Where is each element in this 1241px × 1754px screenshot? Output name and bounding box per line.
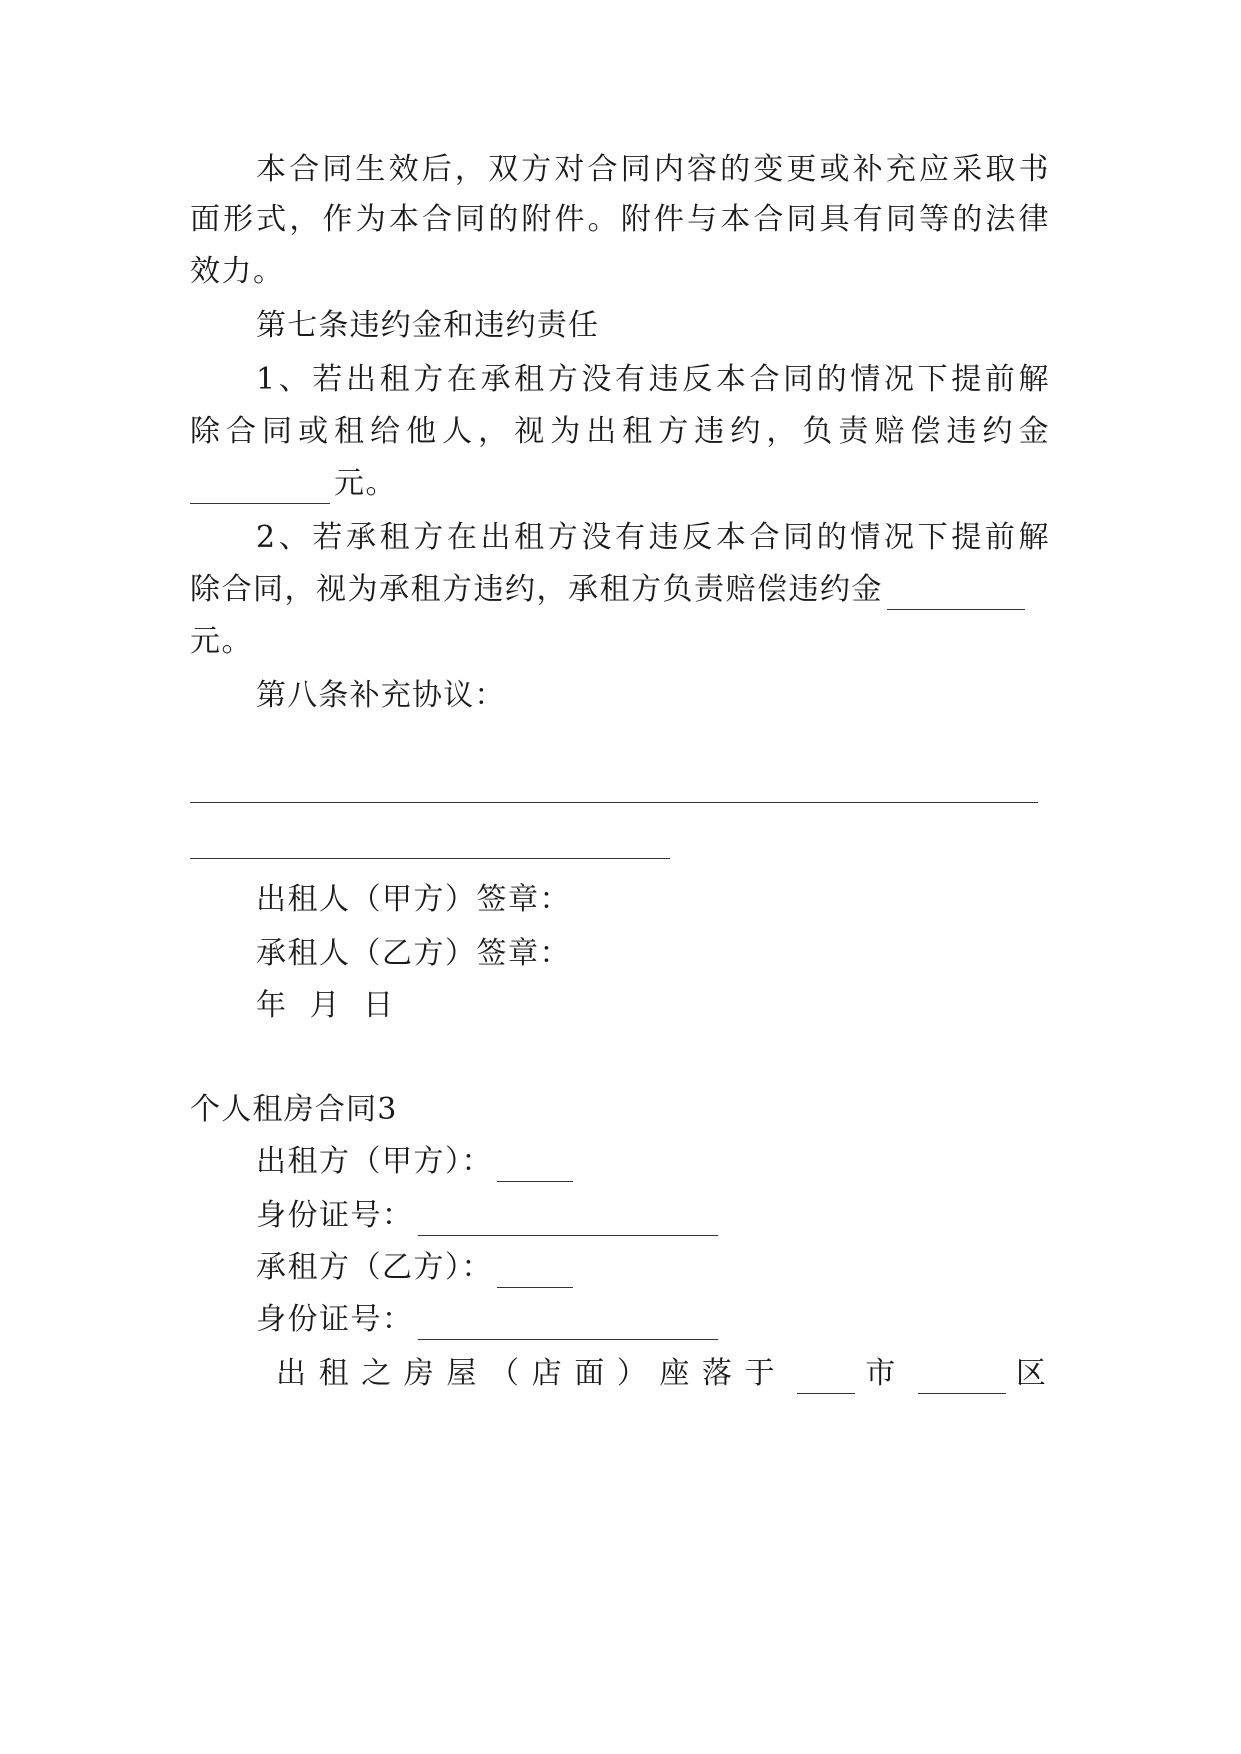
supplement-blank-line-2: [190, 858, 670, 859]
location-district: 区: [1015, 1356, 1059, 1391]
lessee-name-blank: [497, 1259, 573, 1288]
supplement-blank-line-1: [190, 802, 1038, 803]
signature-date: 年 月 日: [256, 988, 395, 1023]
contract-3-lessor-id-row: [256, 1196, 1050, 1236]
lessor-signature: 出租人（甲方）签章：: [256, 882, 571, 917]
article-7-clause-2-line-3: 元。: [190, 624, 253, 659]
lessee-id-label: 身份证号：: [256, 1302, 414, 1337]
article-7-title: 第七条违约金和违约责任: [256, 308, 600, 343]
contract-3-location-row: [276, 1354, 1059, 1394]
article-7-clause-1-line-1: 1、若出租方在承租方没有违反本合同的情况下提前解: [256, 362, 1050, 397]
lessor-id-blank: [418, 1207, 718, 1236]
lessee-signature: 承租人（乙方）签章：: [256, 936, 571, 971]
article-7-clause-2-line-1: 2、若承租方在出租方没有违反本合同的情况下提前解: [256, 520, 1050, 555]
paragraph-1-line-2: 面形式，作为本合同的附件。附件与本合同具有同等的法律: [190, 202, 1050, 237]
contract-3-lessee-id-row: [256, 1300, 1050, 1340]
paragraph-1-line-3: 效力。: [190, 254, 285, 289]
contract-3-lessor-row: [256, 1142, 1050, 1182]
location-prefix: 出租之房屋（店面）座落于: [276, 1356, 788, 1391]
article-7-clause-1-line-3: [190, 464, 1050, 504]
penalty-amount-blank-1: [190, 475, 330, 504]
lessor-id-label: 身份证号：: [256, 1198, 414, 1233]
city-blank: [797, 1365, 855, 1394]
location-city: 市: [865, 1356, 908, 1391]
contract-3-lessee-row: [256, 1248, 1050, 1288]
article-8-title: 第八条补充协议：: [256, 678, 506, 713]
contract-3-title: 个人租房合同3: [190, 1092, 398, 1127]
lessee-id-blank: [418, 1311, 718, 1340]
paragraph-1-line-1: 本合同生效后，双方对合同内容的变更或补充应采取书: [256, 152, 1050, 187]
lessee-label: 承租方（乙方）：: [256, 1250, 493, 1285]
article-7-clause-2-line-2: [190, 570, 1050, 610]
district-blank: [918, 1365, 1006, 1394]
lessor-name-blank: [497, 1153, 573, 1182]
clause-2-text: 除合同，视为承租方违约，承租方负责赔偿违约金: [190, 572, 883, 607]
article-7-clause-1-line-2: 除合同或租给他人，视为出租方违约，负责赔偿违约金: [190, 414, 1050, 449]
penalty-amount-blank-2: [887, 581, 1025, 610]
lessor-label: 出租方（甲方）：: [256, 1144, 493, 1179]
clause-1-unit: 元。: [334, 466, 397, 501]
